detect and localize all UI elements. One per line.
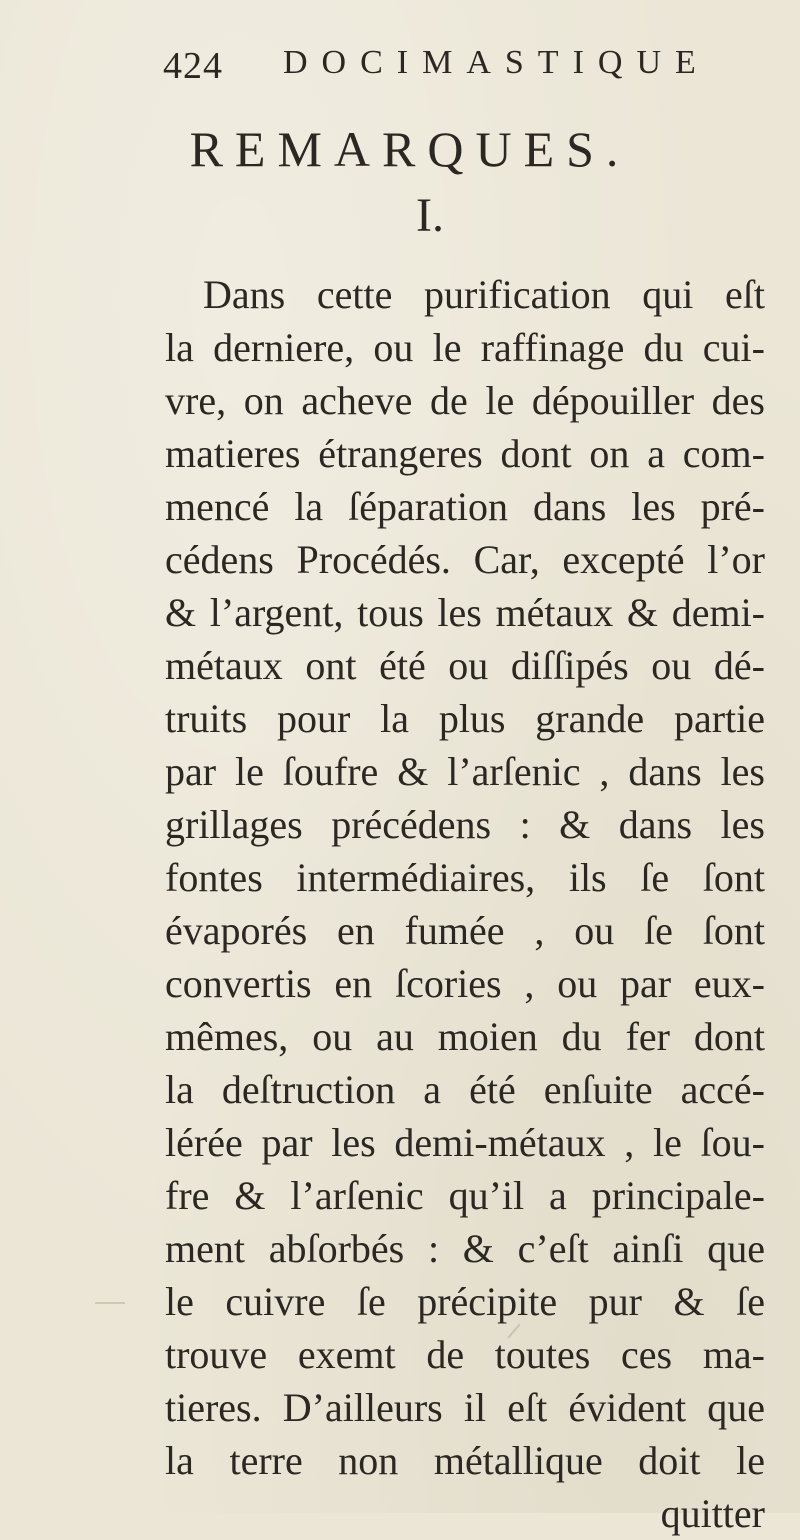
catchword: quitter: [660, 1491, 765, 1536]
running-head: [163, 40, 763, 96]
text-line: fre & l’arſenic qu’il a principale-: [165, 1173, 765, 1218]
text-line: truits pour la plus grande partie: [165, 696, 765, 741]
text-line: Dans cette purification qui eſt: [203, 272, 765, 317]
text-line: la derniere, ou le raffinage du cui-: [165, 325, 765, 370]
body-text: [165, 268, 765, 1540]
page-number: 424: [163, 45, 223, 87]
text-line: mencé la ſéparation dans les pré-: [165, 484, 765, 529]
text-line: ment abſorbés : & c’eſt ainſi que: [165, 1226, 765, 1271]
text-line: fontes intermédiaires, ils ſe ſont: [165, 855, 765, 900]
text-line: matieres étrangeres dont on a com-: [165, 431, 765, 476]
text-line: grillages précédens : & dans les: [165, 802, 765, 847]
section-number: I.: [416, 189, 444, 242]
text-line: évaporés en fumée , ou ſe ſont: [165, 908, 765, 953]
text-line: tieres. D’ailleurs il eſt évident que: [165, 1385, 765, 1430]
text-line: vre, on acheve de le dépouiller des: [165, 378, 765, 423]
text-line: métaux ont été ou diſſipés ou dé-: [165, 643, 765, 688]
text-line: lérée par les demi-métaux , le ſou-: [165, 1120, 765, 1165]
text-line: le cuivre ſe précipite pur & ſe: [165, 1279, 765, 1324]
paper-blemish: [95, 1302, 125, 1304]
section-heading: REMARQUES.: [189, 121, 631, 177]
text-line: & l’argent, tous les métaux & demi-: [165, 590, 765, 635]
text-line: cédens Procédés. Car, excepté l’or: [165, 537, 765, 582]
text-line: par le ſoufre & l’arſenic , dans les: [165, 749, 765, 794]
text-line: trouve exemt de toutes ces ma-: [165, 1332, 765, 1377]
text-line: mêmes, ou au moien du fer dont: [165, 1014, 765, 1059]
running-title: DOCIMASTIQUE: [283, 44, 710, 81]
text-line: la deſtruction a été enſuite accé-: [165, 1067, 765, 1112]
text-line: convertis en ſcories , ou par eux-: [165, 961, 765, 1006]
text-line: la terre non métallique doit le: [165, 1438, 765, 1483]
